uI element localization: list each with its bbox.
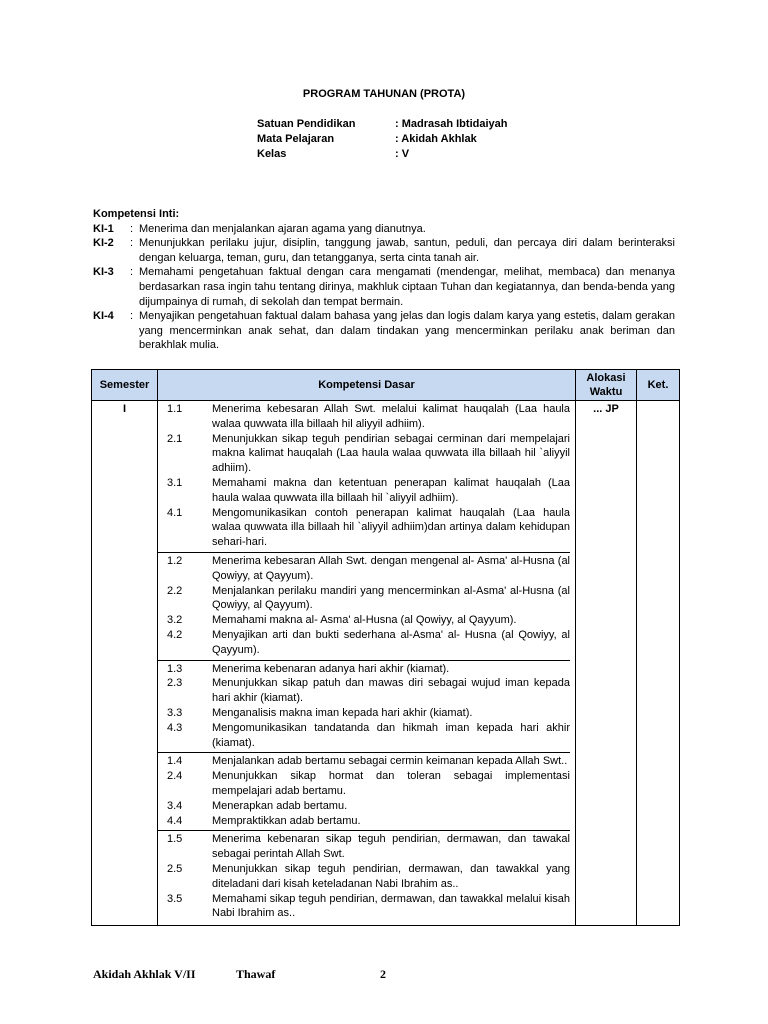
kd-item	[158, 584, 570, 614]
kd-item	[158, 754, 570, 769]
header-alokasi-waktu: Alokasi Waktu	[576, 370, 637, 401]
kd-number: 3.1	[167, 476, 183, 489]
kd-text: Menunjukkan sikap hormat dan toleran sebagai implementasi mempelajari adab bertamu.	[212, 770, 570, 797]
info-label: Mata Pelajaran	[257, 133, 335, 145]
kd-text: Menerapkan adab bertamu.	[212, 799, 348, 812]
ki-item	[93, 309, 675, 353]
ki-text: Memahami pengetahuan faktual dengan cara mengamati (mendengar, melihat, membaca) dan menanya berdasarkan rasa ingin tahu tentang dirinya, makhluk ciptaan Tuhan dan kegiatannya, dan benda-benda yang dijumpainya di rumah, di sekolah dan tempat bermain.	[139, 266, 675, 308]
ki-colon: :	[130, 237, 134, 250]
ket-cell	[637, 401, 680, 926]
kd-item	[158, 432, 570, 476]
ki-colon: :	[130, 222, 134, 235]
table-header-row	[92, 370, 680, 401]
kd-text: Menunjukkan sikap patuh dan mawas diri sebagai wujud iman kepada hari akhir (kiamat).	[212, 677, 570, 705]
header-kompetensi-dasar: Kompetensi Dasar	[158, 370, 576, 401]
ki-text: Menunjukkan perilaku jujur, disiplin, tanggung jawab, santun, peduli, dan percaya diri dalam berinteraksi dengan keluarga, teman, guru, dan tetangganya, serta cinta tanah air.	[139, 237, 675, 264]
ki-text: Menyajikan pengetahuan faktual dalam bahasa yang jelas dan logis dalam karya yang estetis, dalam gerakan yang mencerminkan anak sehat, dan dalam tindakan yang mencerminkan perilaku anak beriman dan berakhlak mulia.	[139, 310, 675, 352]
kd-item	[158, 721, 570, 751]
page-number: 2	[380, 967, 386, 981]
kd-group	[158, 661, 570, 754]
kd-text: Menganalisis makna iman kepada hari akhir (kiamat).	[212, 706, 473, 719]
ki-item	[93, 236, 675, 265]
document-title: PROGRAM TAHUNAN (PROTA)	[302, 88, 466, 100]
kd-text: Memahami makna dan ketentuan penerapan kalimat hauqalah (Laa haula walaa quwwata illa billaah hil `aliyyil adhiim).	[212, 476, 570, 504]
kd-number: 3.3	[167, 706, 183, 719]
kd-text: Memahami makna al- Asma' al-Husna (al Qowiyy, al Qayyum).	[212, 614, 517, 627]
ki-code: KI-2	[93, 237, 114, 250]
kd-item	[158, 554, 570, 584]
ki-code: KI-4	[93, 310, 114, 323]
kd-number: 3.4	[167, 799, 183, 812]
kompetensi-inti-heading: Kompetensi Inti:	[93, 208, 180, 220]
kd-group	[158, 753, 570, 831]
kd-item	[158, 476, 570, 506]
kd-item	[158, 814, 570, 829]
ki-code: KI-3	[93, 266, 114, 279]
kompetensi-dasar-table	[91, 369, 680, 926]
alokasi-cell: ... JP	[576, 401, 637, 926]
footer-subject: Akidah Akhlak V/II	[93, 967, 196, 981]
info-row-satuan	[257, 117, 507, 132]
info-label: Kelas	[257, 148, 287, 160]
kd-text: Mengomunikasikan contoh penerapan kalimat hauqalah (Laa haula walaa quwwata illa billaah hil `aliyyil adhiim)dan artinya dalam kehidupan sehari-hari.	[212, 506, 570, 549]
kd-text: Menerima kebenaran adanya hari akhir (kiamat).	[212, 662, 450, 675]
kd-item	[158, 706, 570, 721]
kd-item	[158, 676, 570, 706]
kd-text: Menerima kebesaran Allah Swt. melalui kalimat hauqalah (Laa haula walaa quwwata illa billaah hil aliyyil adhiim).	[212, 403, 570, 430]
kd-number: 4.2	[167, 628, 183, 641]
kd-group	[158, 401, 570, 553]
info-label: Satuan Pendidikan	[257, 118, 356, 130]
kd-group	[158, 553, 570, 661]
kd-number: 1.2	[167, 554, 183, 567]
kd-text: Menunjukkan sikap teguh pendirian, dermawan, dan tawakkal yang diteladani dari kisah keteladanan Nabi Ibrahim as..	[212, 862, 570, 890]
ki-item	[93, 222, 675, 237]
kd-item	[158, 769, 570, 799]
kd-item	[158, 662, 570, 677]
kd-number: 1.4	[167, 755, 183, 768]
kd-cell	[158, 401, 576, 926]
kd-item	[158, 402, 570, 432]
ki-item	[93, 265, 675, 309]
header-ket: Ket.	[637, 370, 680, 401]
kd-item	[158, 832, 570, 862]
kd-number: 3.2	[167, 614, 183, 627]
kd-text: Menunjukkan sikap teguh pendirian sebagai cerminan dari mempelajari makna kalimat hauqalah (Laa haula walaa quwwata illa billaah hil `aliyyil adhiim).	[212, 432, 570, 475]
kd-item	[158, 862, 570, 892]
kd-text: Mengomunikasikan tandatanda dan hikmah iman kepada hari akhir (kiamat).	[212, 721, 570, 749]
kd-text: Menyajikan arti dan bukti sederhana al-Asma' al- Husna (al Qowiyy, al Qayyum).	[212, 628, 570, 656]
info-row-kelas	[257, 147, 507, 162]
kd-number: 4.1	[167, 506, 183, 519]
kd-number: 3.5	[167, 892, 183, 905]
semester-cell: I	[92, 401, 158, 926]
kd-number: 1.1	[167, 403, 183, 415]
kompetensi-inti-section	[93, 207, 675, 353]
kd-number: 4.4	[167, 814, 183, 827]
ki-colon: :	[130, 310, 134, 323]
kd-text: Menjalankan perilaku mandiri yang mencerminkan al-Asma' al-Husna (al Qowiyy, al Qayyum).	[212, 584, 570, 612]
kd-number: 2.5	[167, 862, 183, 875]
ki-code: KI-1	[93, 222, 114, 235]
kd-number: 2.2	[167, 584, 183, 597]
info-value: : V	[395, 148, 410, 160]
kd-item	[158, 628, 570, 658]
kd-number: 4.3	[167, 721, 183, 734]
kd-text: Menerima kebesaran Allah Swt. dengan mengenal al- Asma' al-Husna (al Qowiyy, at Qayyum).	[212, 554, 570, 582]
kd-number: 1.3	[167, 662, 183, 675]
footer-chapter: Thawaf	[236, 967, 276, 981]
info-row-mapel	[257, 132, 507, 147]
header-semester: Semester	[92, 370, 158, 401]
kd-text: Memahami sikap teguh pendirian, dermawan, dan tawakkal melalui kisah Nabi Ibrahim as..	[212, 892, 570, 920]
kd-number: 2.4	[167, 770, 183, 783]
kd-item	[158, 892, 570, 922]
ki-colon: :	[130, 266, 134, 279]
table-row	[92, 401, 680, 926]
kd-text: Mempraktikkan adab bertamu.	[212, 814, 361, 827]
kd-text: Menerima kebenaran sikap teguh pendirian, dermawan, dan tawakal sebagai perintah Allah Swt.	[212, 833, 570, 861]
info-value: : Madrasah Ibtidaiyah	[395, 118, 508, 130]
kd-item	[158, 506, 570, 550]
kd-number: 2.3	[167, 677, 183, 690]
kd-item	[158, 799, 570, 814]
kd-number: 2.1	[167, 432, 183, 445]
ki-text: Menerima dan menjalankan ajaran agama yang dianutnya.	[139, 222, 426, 235]
kd-group	[158, 831, 570, 923]
kd-text: Menjalankan adab bertamu sebagai cermin keimanan kepada Allah Swt..	[212, 755, 568, 768]
document-info	[257, 117, 507, 162]
kd-number: 1.5	[167, 833, 183, 846]
info-value: : Akidah Akhlak	[395, 133, 477, 145]
kd-item	[158, 613, 570, 628]
